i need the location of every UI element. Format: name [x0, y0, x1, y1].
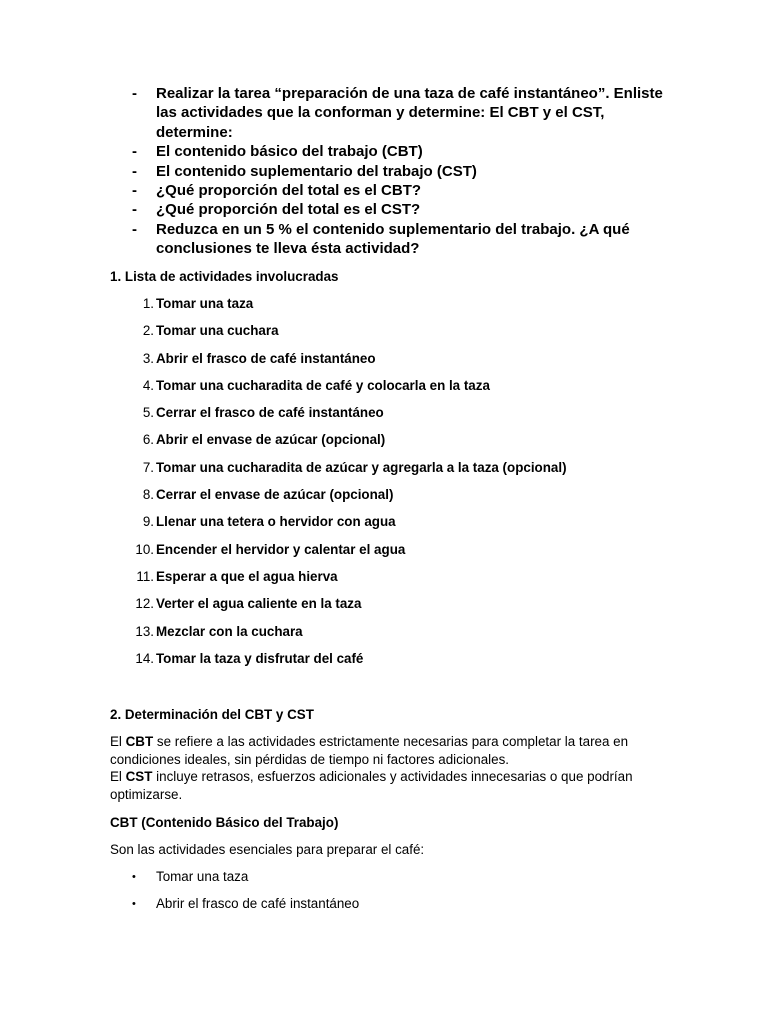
dash-marker: - [132, 201, 137, 219]
list-item [110, 623, 670, 650]
list-item-text: Abrir el frasco de café instantáneo [156, 350, 376, 366]
para1-prefix: El [110, 734, 126, 749]
list-item-text: Tomar una taza [156, 869, 249, 884]
list-number: 1. [142, 296, 154, 311]
section2-heading: 2. Determinación del CBT y CST [110, 707, 314, 722]
list-item-text: Esperar a que el agua hierva [156, 568, 338, 584]
list-item-text: Abrir el frasco de café instantáneo [156, 896, 360, 912]
cbt-subheading: CBT (Contenido Básico del Trabajo) [110, 815, 339, 830]
list-number: 8. [142, 487, 154, 503]
list-item-text: Abrir el envase de azúcar (opcional) [156, 432, 386, 448]
para1-term: CBT [125, 734, 154, 749]
list-item [110, 595, 670, 622]
cbt-definition-paragraph [110, 733, 670, 768]
list-item [110, 322, 670, 349]
list-item-text: Tomar una cuchara [156, 323, 279, 339]
cst-definition-paragraph [110, 768, 670, 803]
dash-marker: - [132, 220, 137, 238]
list-number: 13. [135, 623, 154, 639]
list-item [110, 486, 670, 513]
task-item-text: ¿Qué proporción del total es el CST? [156, 201, 421, 219]
list-item [110, 513, 670, 540]
list-item-text: Cerrar el frasco de café instantáneo [156, 405, 384, 421]
list-item-text: Tomar una cucharadita de café y colocarla en la taza [156, 377, 490, 393]
task-item-text: ¿Qué proporción del total es el CBT? [156, 182, 422, 200]
task-item [132, 142, 672, 161]
cbt-activities-list [110, 868, 670, 923]
list-number: 12. [135, 596, 154, 612]
list-item [110, 377, 670, 404]
task-item [132, 162, 672, 181]
list-item [110, 541, 670, 568]
task-item [132, 200, 672, 219]
list-number: 7. [142, 459, 154, 475]
task-item-text: Reduzca en un 5 % el contenido suplementario del trabajo. ¿A qué conclusiones te lleva ésta actividad? [156, 220, 630, 258]
para2-suffix: incluye retrasos, esfuerzos adicionales y actividades innecesarias o que podrían optimizarse. [110, 769, 633, 802]
list-item [110, 650, 670, 677]
list-number: 14. [135, 650, 154, 666]
list-item-text: Encender el hervidor y calentar el agua [156, 541, 406, 557]
cbt-intro-paragraph: Son las actividades esenciales para preparar el café: [110, 842, 425, 857]
para1-suffix: se refiere a las actividades estrictamente necesarias para completar la tarea en condiciones ideales, sin pérdidas de tiempo ni factores adicionales. [110, 734, 629, 767]
task-item-text: El contenido suplementario del trabajo (CST) [156, 162, 477, 180]
section1-heading: 1. Lista de actividades involucradas [110, 269, 339, 284]
task-item [132, 220, 672, 259]
list-item-text: Mezclar con la cuchara [156, 623, 303, 639]
dash-marker: - [132, 182, 137, 200]
task-item [132, 84, 672, 142]
list-item-text: Verter el agua caliente en la taza [156, 596, 362, 612]
list-item-text: Tomar una taza [156, 296, 254, 311]
bullet-marker: • [132, 871, 136, 883]
list-number: 10. [135, 541, 154, 557]
para2-prefix: El [110, 769, 126, 784]
dash-marker: - [132, 162, 137, 180]
bullet-marker: • [132, 898, 136, 911]
dash-marker: - [132, 85, 137, 102]
list-item-text: Llenar una tetera o hervidor con agua [156, 514, 396, 530]
list-item [110, 568, 670, 595]
list-item-text: Tomar la taza y disfrutar del café [156, 650, 364, 666]
list-number: 3. [142, 350, 154, 366]
dash-marker: - [132, 143, 137, 161]
list-item-text: Cerrar el envase de azúcar (opcional) [156, 487, 394, 503]
task-item-text: Realizar la tarea “preparación de una taza de café instantáneo”. Enliste las actividades que la conforman y determine: El CBT y el CST, determine: [156, 85, 663, 141]
list-item [110, 295, 670, 322]
list-item [110, 431, 670, 458]
task-item [132, 181, 672, 200]
list-item [110, 404, 670, 431]
list-number: 4. [142, 377, 154, 393]
list-number: 11. [136, 568, 154, 584]
list-item [110, 459, 670, 486]
list-item [110, 895, 670, 922]
activities-list [110, 295, 670, 677]
list-item [110, 868, 670, 895]
list-number: 6. [142, 432, 154, 448]
task-instructions-list [132, 84, 672, 259]
list-number: 5. [142, 405, 154, 421]
para2-term: CST [125, 769, 153, 784]
list-number: 9. [142, 514, 154, 530]
list-item-text: Tomar una cucharadita de azúcar y agregarla a la taza (opcional) [156, 459, 567, 475]
task-item-text: El contenido básico del trabajo (CBT) [156, 143, 423, 161]
list-number: 2. [142, 323, 154, 339]
list-item [110, 350, 670, 377]
